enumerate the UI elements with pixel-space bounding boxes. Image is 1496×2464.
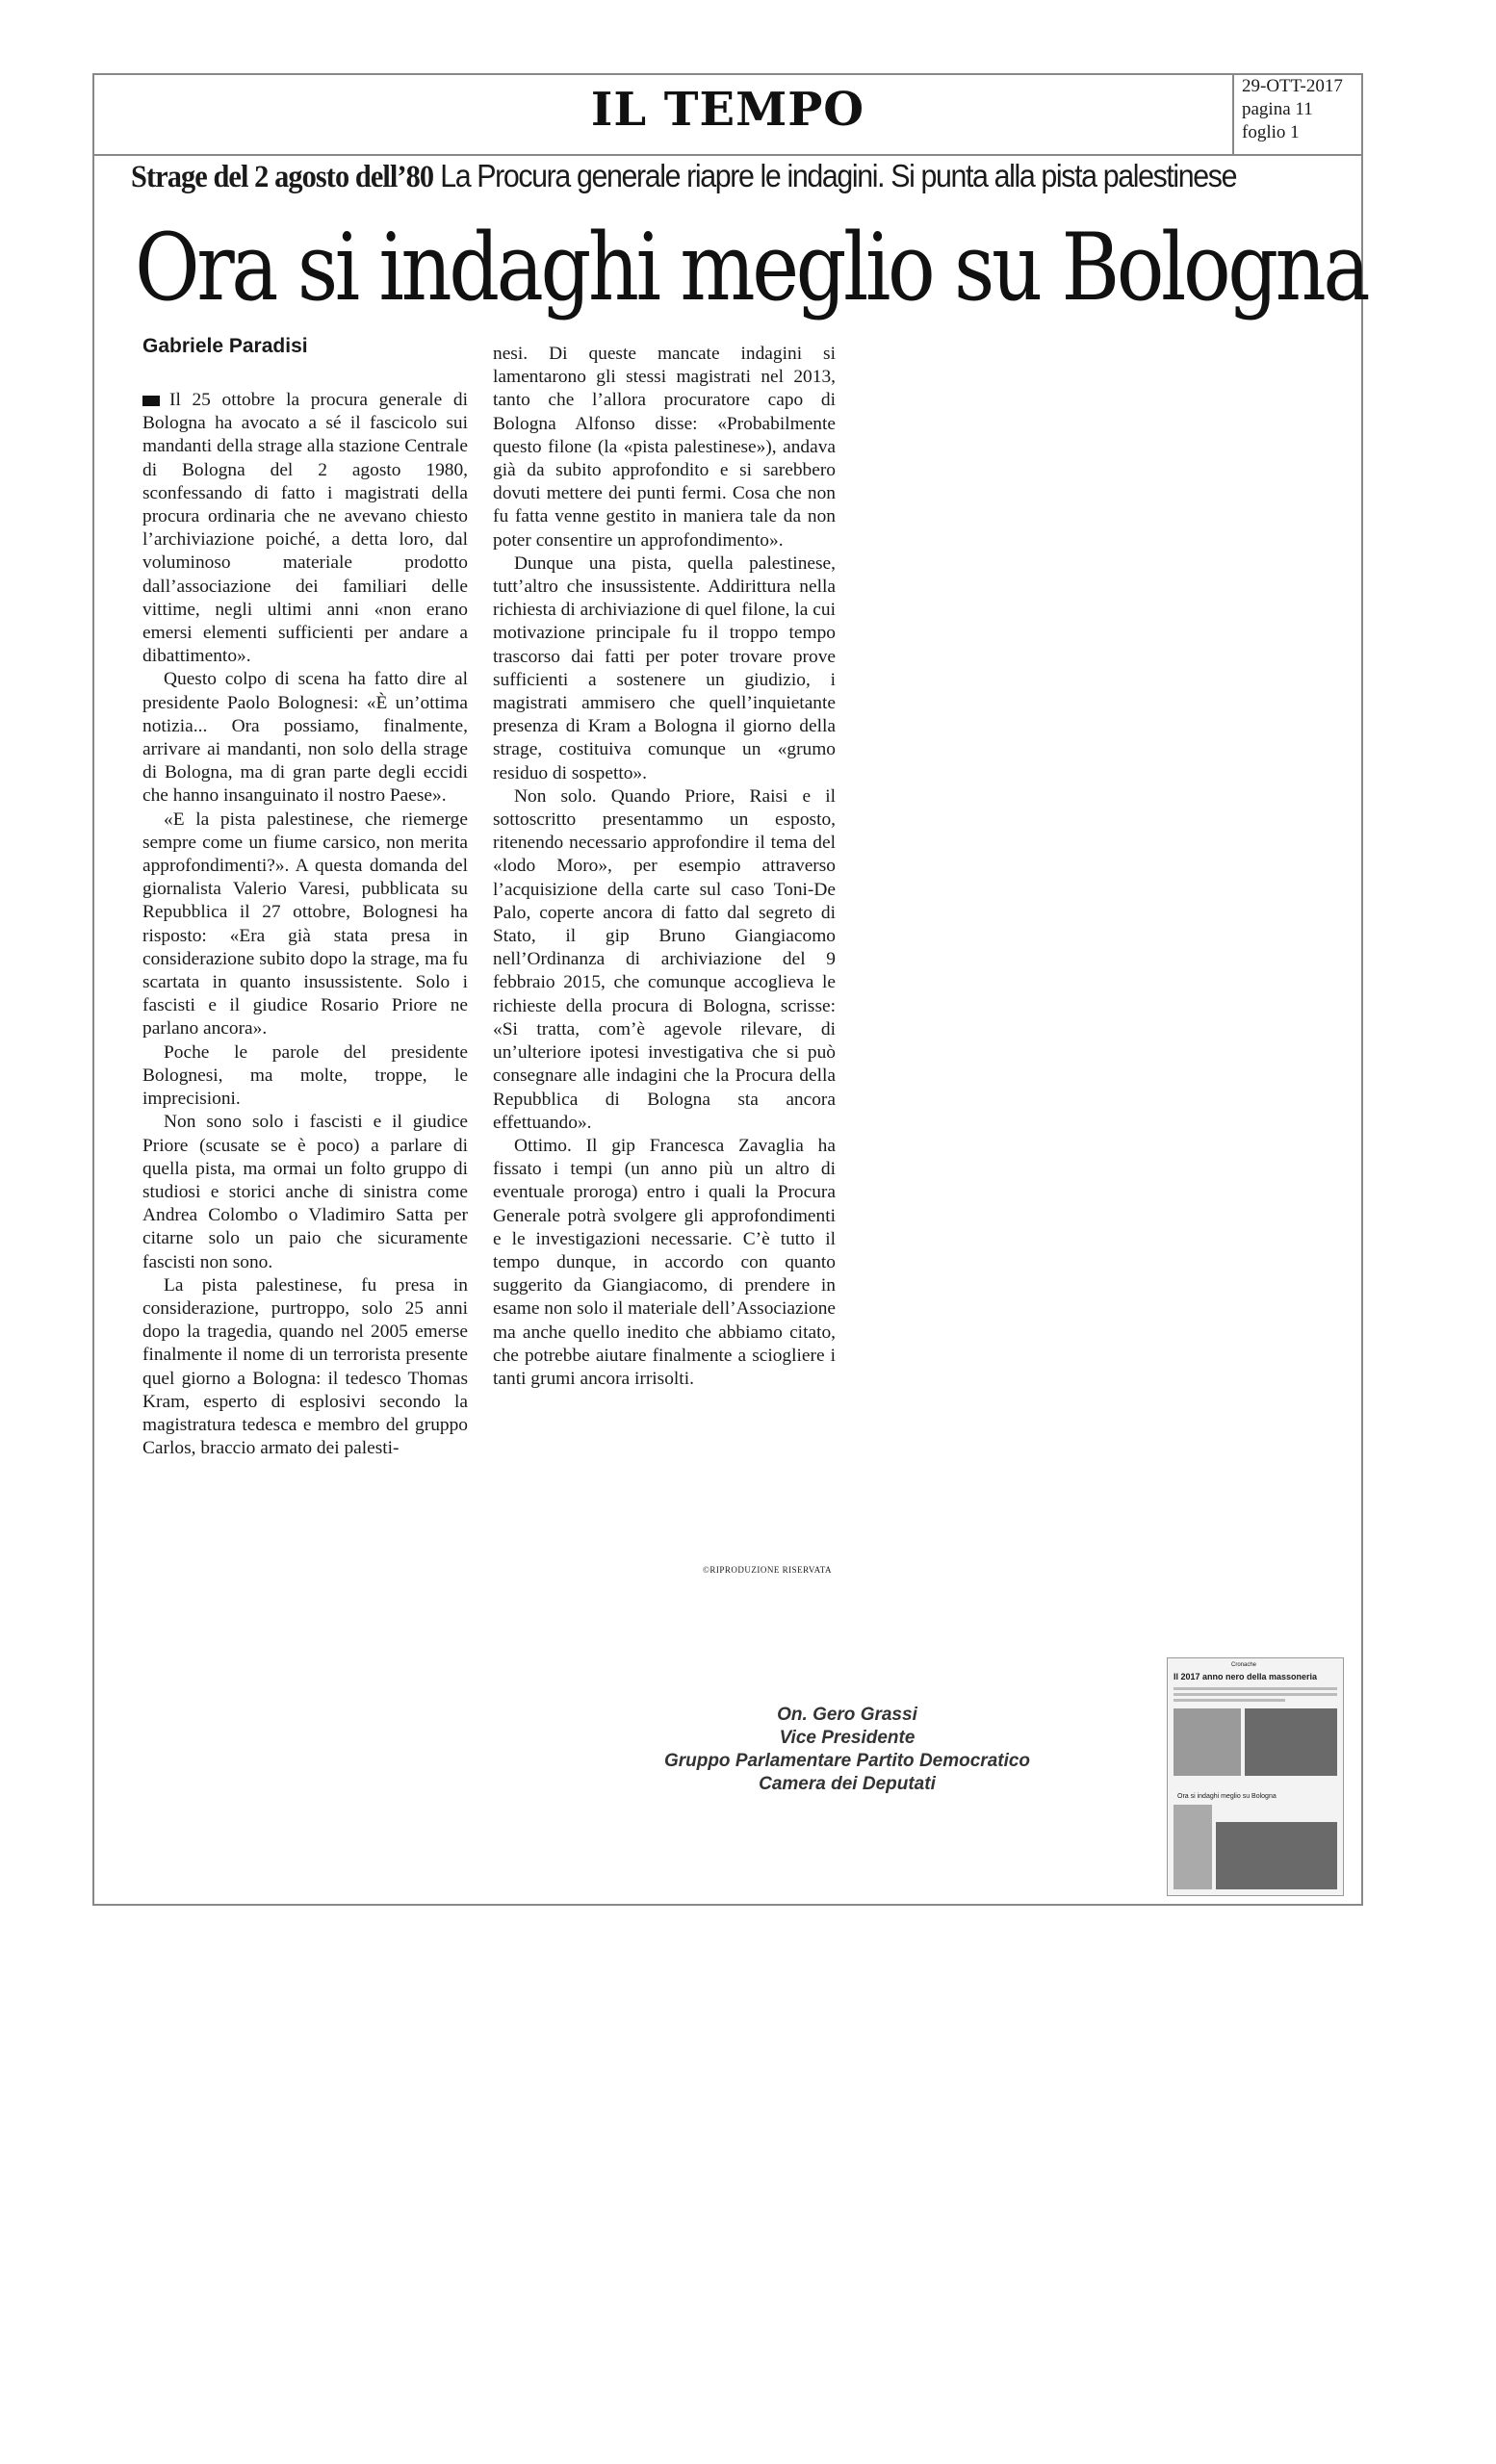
thumbnail-text-block [1174, 1708, 1241, 1776]
paragraph: Ottimo. Il gip Francesca Zavaglia ha fissato i tempi (un anno più un altro di eventuale proroga) entro i quali la Procura Generale potrà svolgere gli approfondimenti e le investigazioni necessarie. C’è tutto il tempo dunque, in accordo con quanto suggerito da Giangiacomo, di prendere in esame non solo il materiale dell’Associazione ma anche quello inedito che abbiamo citato, che potrebbe aiutare finalmente a sciogliere i tanti grumi ancora irrisolti. [493, 1135, 836, 1389]
thumbnail-inset-title: Ora si indaghi meglio su Bologna [1177, 1793, 1277, 1800]
paragraph: Non sono solo i fascisti e il giudice Priore (scusate se è poco) a parlare di quella pista, ma ormai un folto gruppo di studiosi e storici anche di sinistra come Andrea Colombo o Vladimiro Satta per citarne solo un paio che sicuramente fascisti non sono. [142, 1112, 468, 1272]
signature-chamber: Camera dei Deputati [759, 1774, 936, 1794]
thumbnail-photo [1216, 1822, 1337, 1889]
article-column-1 [142, 389, 468, 1460]
header-bar [92, 73, 1363, 156]
article-column-2 [493, 343, 836, 1391]
signature-name: On. Gero Grassi [777, 1705, 917, 1725]
thumbnail-text-line [1174, 1687, 1337, 1690]
date: 29-OTT-2017 [1242, 76, 1343, 96]
square-bullet-icon [142, 396, 160, 406]
signature-role: Vice Presidente [779, 1728, 916, 1748]
sheet-number: foglio 1 [1242, 122, 1300, 142]
masthead: IL TEMPO [590, 83, 865, 137]
page-thumbnail [1167, 1657, 1344, 1896]
paragraph: Questo colpo di scena ha fatto dire al presidente Paolo Bolognesi: «È un’ottima notizia... Ora possiamo, finalmente, arrivare ai mandanti, non solo della strage di Bologna, ma di gran parte degli eccidi che hanno insanguinato il nostro Paese». [142, 669, 468, 807]
thumbnail-title: Il 2017 anno nero della massoneria [1174, 1672, 1318, 1681]
paragraph: La pista palestinese, fu presa in considerazione, purtroppo, solo 25 anni dopo la tragedia, quando nel 2005 emerse finalmente il nome di un terrorista presente quel giorno a Bologna: il tedesco Thomas Kram, esperto di esplosivi secondo la magistratura tedesca e membro del gruppo Carlos, braccio armato dei palesti- [142, 1274, 468, 1459]
page-number: pagina 11 [1242, 99, 1313, 119]
thumbnail-text-line [1174, 1693, 1337, 1696]
paragraph: Poche le parole del presidente Bolognesi, ma molte, troppe, le imprecisioni. [142, 1041, 468, 1110]
byline: Gabriele Paradisi [142, 335, 308, 357]
thumbnail-section: Cronache [1231, 1662, 1257, 1668]
paragraph: «E la pista palestinese, che riemerge sempre come un fiume carsico, non merita approfondimenti?». A questa domanda del giornalista Valerio Varesi, pubblicata su Repubblica il 27 ottobre, Bolognesi ha risposto: «Era già stata presa in considerazione subito dopo la strage, ma fu scartata in quanto insussistente. Solo i fascisti e il giudice Rosario Priore ne parlano ancora». [142, 808, 468, 1040]
thumbnail-photo [1245, 1708, 1337, 1776]
paragraph: Non solo. Quando Priore, Raisi e il sottoscritto presentammo un esposto, ritenendo necessario approfondire il tema del «lodo Moro», per esempio attraverso l’acquisizione della carte sul caso Toni-De Palo, coperte ancora di fatto dal segreto di Stato, il gip Bruno Giangiacomo nell’Ordinanza di archiviazione del 9 febbraio 2015, che comunque accoglieva le richieste della procura di Bologna, scrisse: «Si tratta, com’è agevole rilevare, di un’ulteriore ipotesi investigativa che si può consegnare alle indagini che la Procura della Repubblica di Bologna sta ancora effettuando». [493, 785, 836, 1133]
thumbnail-text-block [1174, 1805, 1212, 1889]
thumbnail-text-line [1174, 1699, 1285, 1702]
kicker-bold: Strage del 2 agosto dell’80 [131, 160, 434, 194]
paragraph-text: Il 25 ottobre la procura generale di Bologna ha avocato a sé il fascicolo sui mandanti della strage alla stazione Centrale di Bologna del 2 agosto 1980, sconfessando di fatto i magistrati della procura ordinaria che ne avevano chiesto l’archiviazione poiché, a detta loro, dal voluminoso materiale prodotto dall’associazione dei familiari delle vittime, negli ultimi anni «non erano emersi elementi sufficienti per andare a dibattimento». [142, 390, 468, 667]
date-box [1232, 73, 1363, 156]
paragraph: Dunque una pista, quella palestinese, tutt’altro che insussistente. Addirittura nella richiesta di archiviazione di quel filone, la cui motivazione principale fu il troppo tempo trascorso dai fatti per poter trovare prove sufficienti a sostenere un giudizio, i magistrati ammisero che quell’inquietante presenza di Kram a Bologna il giorno della strage, costituiva comunque un «grumo residuo di sospetto». [493, 552, 836, 783]
kicker-rest: La Procura generale riapre le indagini. Si punta alla pista palestinese [433, 158, 1237, 193]
kicker [131, 158, 1247, 195]
headline: Ora si indaghi meglio su Bologna [135, 214, 1368, 321]
signature-stamp [616, 1704, 1078, 1796]
signature-group: Gruppo Parlamentare Partito Democratico [663, 1751, 1031, 1771]
copyright-note: ©RIPRODUZIONE RISERVATA [703, 1565, 832, 1575]
paragraph: nesi. Di queste mancate indagini si lamentarono gli stessi magistrati nel 2013, tanto che l’allora procuratore capo di Bologna Alfonso disse: «Probabilmente questo filone (la «pista palestinese»), andava già da subito approfondito e si sarebbero dovuti mettere dei punti fermi. Cosa che non fu fatta venne gestito in maniera tale da non poter consentire un approfondimento». [493, 344, 836, 551]
paragraph [142, 389, 468, 668]
